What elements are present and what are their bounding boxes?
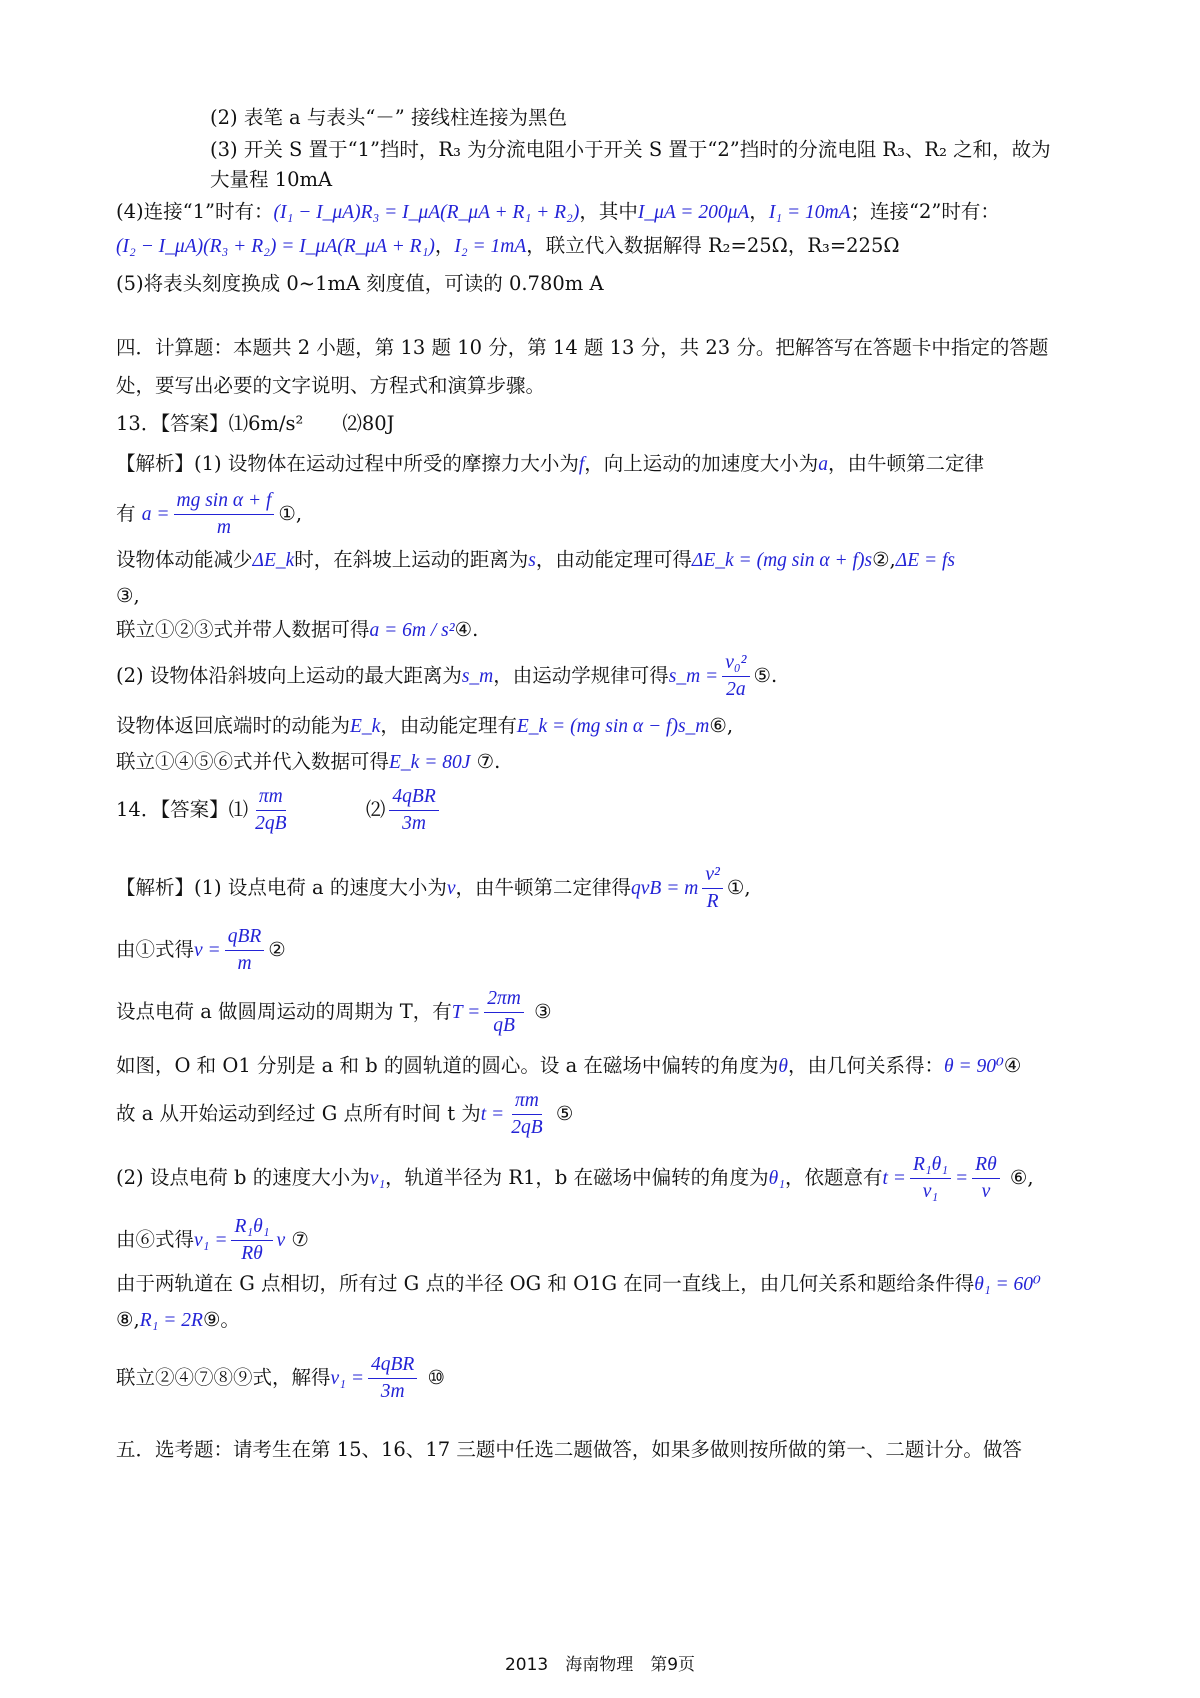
fraction: $\frac{\text{4qBR}}{3m}$ [389,784,438,837]
fraction: $\frac{\text{4qBR}}{3m}$ [368,1352,417,1405]
q14-equation-2: 由①式得v = $\frac{\text{qBR}}{m}$ ② [116,924,1100,977]
q13-part-2: (2) 设物体沿斜坡向上运动的最大距离为s_m，由运动学规律可得s_m = $\frac{\text{v₀²}}{2a}$ ⑤. [116,650,1100,703]
page-footer: 2013 海南物理 第9页 [504,1655,696,1675]
section-4-heading: 四．计算题：本题共 2 小题，第 13 题 10 分，第 14 题 13 分，共 23 分。把解答写在答题卡中指定的答题 [116,336,1049,359]
fraction: $\frac{\text{mg sin α + f}}{m}$ [174,488,275,541]
answer-line-5: (5)将表头刻度换成 0~1mA 刻度值，可读的 0.780m A [116,272,604,295]
fraction: $\frac{R\theta}{v}$ [972,1152,1000,1205]
section-5-heading: 五．选考题：请考生在第 15、16、17 三题中任选二题做答，如果多做则按所做的第一、二题计分。做答 [116,1438,1022,1461]
q14-final: 联立②④⑦⑧⑨式，解得v₁ = $\frac{\text{4qBR}}{3m}$ ⑩ [116,1352,1100,1405]
q13-equation-2-cont: ③, [116,584,140,607]
q13-equation-2: 设物体动能减少ΔE_k时，在斜坡上运动的距离为s，由动能定理可得ΔE_k = (mg sin α + f)s②,ΔE = fs [116,548,956,571]
q14-analysis-1: 【解析】(1) 设点电荷 a 的速度大小为v，由牛顿第二定律得qvB = m $\frac{\text{v²}}{R}$ ①, [116,862,1100,915]
q13-equation-1: 有 a = $\frac{\text{mg sin α + f}}{m}$ ①, [116,488,1100,541]
fraction: $\frac{2\pi m}{qB}$ [484,986,524,1039]
q13-equation-5: 联立①④⑤⑥式并代入数据可得E_k = 80J ⑦. [116,750,501,773]
answer-line-4: (4)连接“1”时有：(I₁ − I_μA)R₃ = I_μA(R_μA + R₁ + R₂)，其中I_μA = 200μA，I₁ = 10mA；连接“2”时有： [116,200,1000,223]
q14-geometry-2-cont: ⑧,R₁ = 2R⑨。 [116,1308,240,1331]
section-4-heading-cont: 处，要写出必要的文字说明、方程式和演算步骤。 [116,374,546,397]
fraction: $\frac{\text{v₀²}}{2a}$ [722,650,749,703]
fraction: $\frac{\text{qBR}}{m}$ [225,924,265,977]
q14-geometry-2: 由于两轨道在 G 点相切，所有过 G 点的半径 OG 和 O1G 在同一直线上，由几何关系和题给条件得θ₁ = 60⁰ [116,1272,1041,1295]
answer-line-3: (3) 开关 S 置于“1”挡时，R₃ 为分流电阻小于开关 S 置于“2”挡时的分流电阻 R₃、R₂ 之和，故为 [210,138,1051,161]
fraction: $\frac{\text{R₁θ₁}}{\text{v₁}}$ [910,1152,951,1205]
answer-line-3-cont: 大量程 10mA [210,168,333,191]
q14-geometry: 如图，O 和 O1 分别是 a 和 b 的圆轨道的圆心。设 a 在磁场中偏转的角度为θ，由几何关系得：θ = 90⁰④ [116,1054,1022,1077]
fraction: $\frac{\pi m}{2qB}$ [255,786,287,834]
answer-line-4-cont: (I₂ − I_μA)(R₃ + R₂) = I_μA(R_μA + R₁)，I₂ = 1mA，联立代入数据解得 R₂=25Ω，R₃=225Ω [116,234,900,257]
q14-equation-3: 设点电荷 a 做圆周运动的周期为 T，有T = $\frac{2\pi m}{qB}$ ③ [116,986,1100,1039]
q14-equation-5: 故 a 从开始运动到经过 G 点所有时间 t 为t = $\frac{\pi m}{2qB}$ ⑤ [116,1088,1100,1141]
q13-equation-3: 联立①②③式并带人数据可得a = 6m / s²④. [116,618,479,641]
q14-equation-7: 由⑥式得v₁ = $\frac{\text{R₁θ₁}}{R\theta}$ v ⑦ [116,1214,1100,1267]
fraction: $\frac{\pi m}{2qB}$ [511,1090,543,1138]
q13-answer: 13．【答案】⑴6m/s² ⑵80J [116,412,395,435]
fraction: $\frac{\text{R₁θ₁}}{R\theta}$ [231,1214,272,1267]
q13-equation-4: 设物体返回底端时的动能为E_k，由动能定理有E_k = (mg sin α − f)s_m⑥, [116,714,734,737]
q14-part-2: (2) 设点电荷 b 的速度大小为v₁，轨道半径为 R1，b 在磁场中偏转的角度为θ₁，依题意有t = $\frac{\text{R₁θ₁}}{\text{v₁}}$ = $\frac{R\theta}{v}$ ⑥, [116,1152,1100,1205]
answer-line-2: (2) 表笔 a 与表头“－” 接线柱连接为黑色 [210,106,567,129]
q13-analysis-1: 【解析】(1) 设物体在运动过程中所受的摩擦力大小为f，向上运动的加速度大小为a，由牛顿第二定律 [116,452,985,475]
fraction: $\frac{\text{v²}}{R}$ [702,862,723,915]
q14-answer: 14．【答案】⑴ $\frac{\pi m}{2qB}$ ⑵ $\frac{\text{4qBR}}{3m}$ [116,784,1100,837]
